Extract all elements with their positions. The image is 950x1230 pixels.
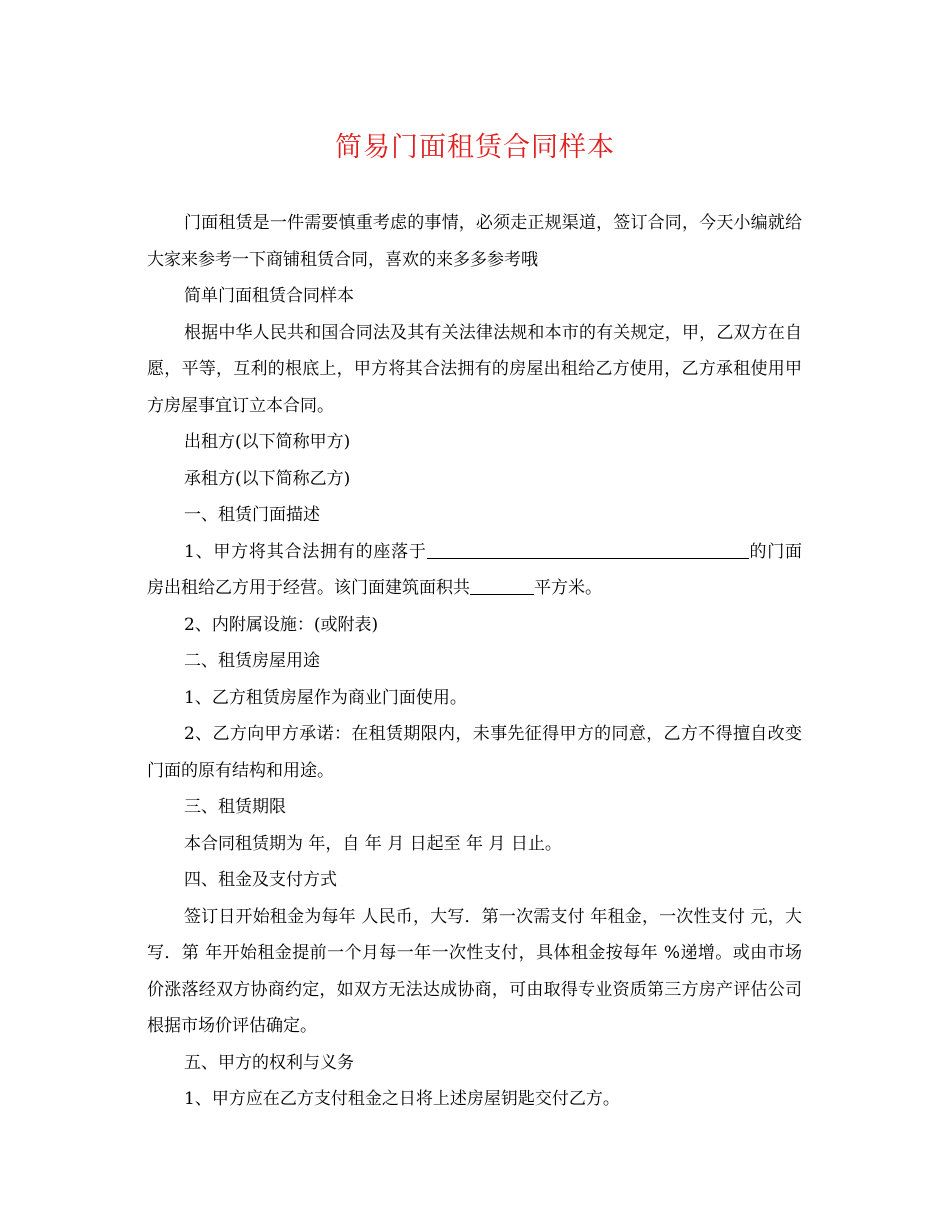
clause-paragraph: 签订日开始租金为每年 人民币，大写．第一次需支付 年租金，一次性支付 元，大写．第 年开始租金提前一个月每一年一次性支付，具体租金按每年 %递增。或由市场价涨落经双方协商约定，如双方无法达成协商，可由取得专业资质第三方房产评估公司根据市场价评估确定。	[147, 906, 802, 1036]
clause-paragraph: 2、乙方向甲方承诺：在租赁期限内，未事先征得甲方的同意，乙方不得擅自改变门面的原有结构和用途。	[147, 724, 802, 781]
preamble-paragraph: 根据中华人民共和国合同法及其有关法律法规和本市的有关规定，甲，乙双方在自愿，平等，互利的根底上，甲方将其合法拥有的房屋出租给乙方使用，乙方承租使用甲方房屋事宜订立本合同。	[147, 322, 802, 416]
section-heading: 三、租赁期限	[184, 797, 286, 817]
area-blank	[470, 574, 534, 595]
clause-paragraph: 1、甲方应在乙方支付租金之日将上述房屋钥匙交付乙方。	[184, 1089, 620, 1109]
document-title: 简易门面租赁合同样本	[335, 132, 615, 163]
document-body	[147, 205, 802, 1118]
clause-paragraph: 本合同租赁期为 年，自 年 月 日起至 年 月 日止。	[184, 833, 562, 854]
clause-paragraph	[147, 534, 802, 607]
clause-text: 的门面房出租给乙方用于经营。该门面建筑面积共	[147, 541, 802, 598]
section-heading: 一、租赁门面描述	[184, 505, 320, 525]
location-blank	[427, 538, 749, 559]
section-heading: 二、租赁房屋用途	[184, 651, 320, 671]
clause-paragraph: 2、内附属设施：(或附表)	[184, 614, 379, 635]
clause-text: 1、甲方将其合法拥有的座落于	[184, 541, 427, 562]
section-heading: 简单门面租赁合同样本	[184, 286, 354, 306]
section-heading: 四、租金及支付方式	[184, 870, 337, 890]
clause-paragraph: 1、乙方租赁房屋作为商业门面使用。	[184, 687, 467, 708]
lessor-line: 出租方(以下简称甲方)	[184, 432, 351, 452]
lessee-line: 承租方(以下简称乙方)	[184, 468, 351, 489]
section-heading: 五、甲方的权利与义务	[184, 1052, 354, 1073]
intro-paragraph: 门面租赁是一件需要慎重考虑的事情，必须走正规渠道，签订合同，今天小编就给大家来参考一下商铺租赁合同，喜欢的来多多参考哦	[147, 213, 802, 270]
clause-text: 平方米。	[534, 578, 602, 598]
